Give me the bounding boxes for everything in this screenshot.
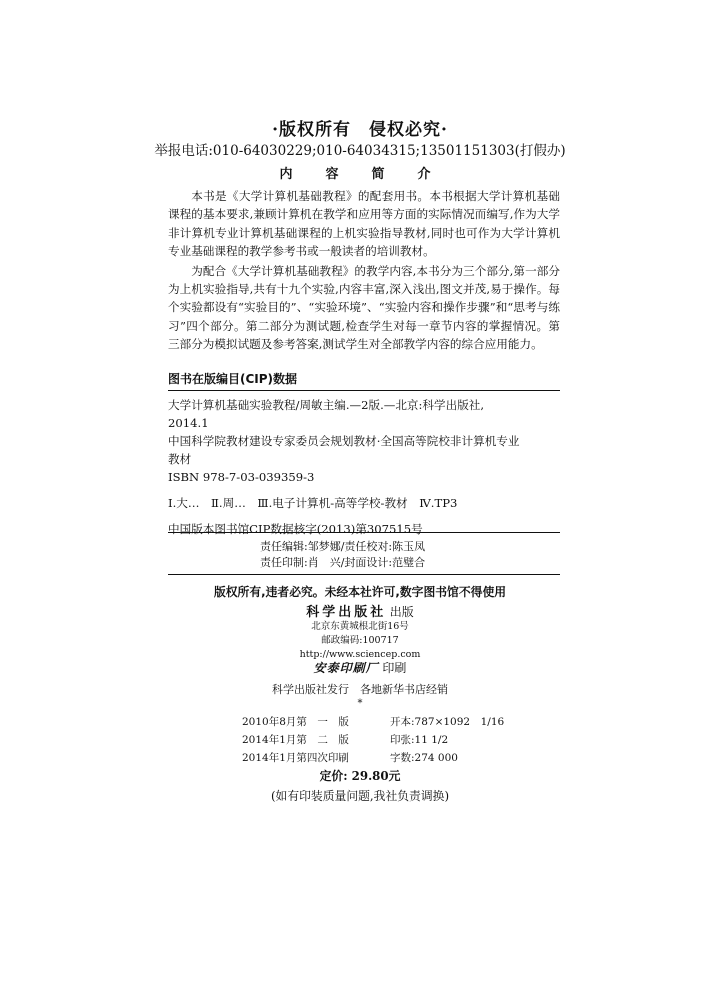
edition-row bbox=[242, 713, 542, 731]
intro-heading: 内 容 简 介 bbox=[279, 167, 441, 182]
price: 定价: 29.80元 bbox=[319, 769, 401, 783]
staff-credits bbox=[260, 539, 425, 571]
cip-classification: Ⅰ.大… Ⅱ.周… Ⅲ.电子计算机-高等学校-教材 Ⅳ.TP3 bbox=[168, 496, 458, 510]
edition-spec: 开本:787×1092 1/16 bbox=[390, 716, 505, 728]
copyright-warning: 版权所有,违者必究。未经本社许可,数字图书馆不得使用 bbox=[213, 585, 507, 599]
staff-line-production: 责任印制:肖 兴/封面设计:范璧合 bbox=[260, 556, 426, 569]
cip-isbn: ISBN 978-7-03-039359-3 bbox=[168, 470, 315, 484]
edition-row bbox=[242, 749, 542, 767]
printer-block bbox=[0, 659, 720, 676]
quality-note: (如有印装质量问题,我社负责调换) bbox=[270, 789, 450, 803]
publisher-block bbox=[0, 605, 720, 662]
publisher-role: 出版 bbox=[389, 605, 414, 619]
staff-line-editors: 责任编辑:邹梦娜/责任校对:陈玉凤 bbox=[260, 540, 426, 553]
edition-date: 2014年1月第四次印刷 bbox=[242, 752, 349, 764]
printer-name: 安泰印刷厂 bbox=[313, 661, 379, 675]
edition-info bbox=[242, 713, 542, 767]
intro-body bbox=[168, 187, 560, 355]
edition-date: 2010年8月第 一 版 bbox=[242, 716, 349, 728]
edition-spec: 印张:11 1/2 bbox=[390, 734, 449, 746]
edition-date: 2014年1月第 二 版 bbox=[242, 734, 349, 746]
intro-paragraph: 本书是《大学计算机基础教程》的配套用书。本书根据大学计算机基础课程的基本要求,兼顾计算机在教学和应用等方面的实际情况而编写,作为大学非计算机专业计算机基础课程的上机实验指导教材,同时也可作为大学计算机专业基础课程的教学参考书或一般读者的培训教材。 bbox=[168, 189, 560, 259]
publisher-url: http://www.sciencep.com bbox=[299, 649, 421, 660]
distribution-line: 科学出版社发行 各地新华书店经销 bbox=[272, 683, 448, 696]
intro-paragraph: 为配合《大学计算机基础教程》的教学内容,本书分为三个部分,第一部分为上机实验指导,共有十九个实验,内容丰富,深入浅出,图文并茂,易于操作。每个实验都设有“实验目的”、“实验环境”、“实验内容和操作步骤”和“思考与练习”四个部分。第二部分为测试题,检查学生对每一章节内容的掌握情况。第三部分为模拟试题及参考答案,测试学生对全部教学内容的综合应用能力。 bbox=[168, 263, 560, 352]
cip-bottom-rule bbox=[168, 532, 560, 533]
cip-line: 大学计算机基础实验教程/周敏主编.—2版.—北京:科学出版社, bbox=[168, 398, 485, 412]
separator-star: * bbox=[357, 698, 363, 709]
publisher-address: 北京东黄城根北街16号 bbox=[311, 621, 409, 632]
printer-role: 印刷 bbox=[382, 661, 407, 675]
staff-rule bbox=[168, 574, 560, 575]
edition-spec: 字数:274 000 bbox=[390, 752, 458, 764]
copyright-title: ·版权所有 侵权必究· bbox=[272, 120, 448, 140]
publisher-postcode: 邮政编码:100717 bbox=[321, 635, 399, 646]
edition-row bbox=[242, 731, 542, 749]
report-phone: 举报电话:010-64030229;010-64034315;13501151303(打假办) bbox=[154, 143, 566, 159]
cip-line: 中国科学院教材建设专家委员会规划教材·全国高等院校非计算机专业 bbox=[168, 434, 520, 448]
cip-heading: 图书在版编目(CIP)数据 bbox=[168, 372, 298, 386]
cip-block bbox=[168, 396, 560, 538]
cip-line: 2014.1 bbox=[168, 416, 209, 430]
cip-record: 中国版本图书馆CIP数据核字(2013)第307515号 bbox=[168, 522, 423, 536]
cip-top-rule bbox=[168, 390, 560, 391]
publisher-name: 科学出版社 bbox=[306, 605, 387, 620]
cip-line: 教材 bbox=[168, 452, 192, 466]
